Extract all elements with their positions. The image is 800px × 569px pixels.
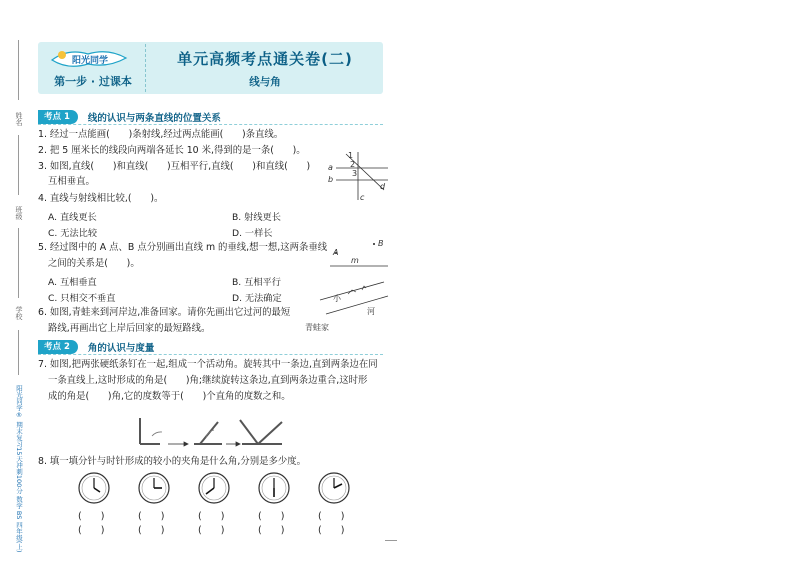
question-7-line1: 7. 如图,把两张硬纸条钉在一起,组成一个活动角。旋转其中一条边,直到两条边在同 <box>38 359 378 370</box>
question-7-line3: 成的角是( )角,它的度数等于( )个直角的度数之和。 <box>48 391 291 402</box>
answer-blank[interactable]: ( ) <box>78 525 105 536</box>
clock-icon <box>319 473 349 503</box>
school-label: 学校 <box>15 306 23 320</box>
section-underline <box>38 354 383 355</box>
q4-option-c: C. 无法比较 <box>48 228 98 239</box>
q5-option-b: B. 互相平行 <box>232 277 281 288</box>
question-5-line2: 之间的关系是( )。 <box>48 258 140 269</box>
clock-icon <box>139 473 169 503</box>
question-5-line1: 5. 经过图中的 A 点、B 点分别画出直线 m 的垂线,想一想,这两条垂线 <box>38 242 328 253</box>
question-8: 8. 填一填分针与时针形成的较小的夹角是什么角,分别是多少度。 <box>38 456 307 467</box>
step-label: 第一步 · 过课本 <box>54 75 132 88</box>
rotating-angle-figure <box>132 412 302 452</box>
clock-icon <box>259 473 289 503</box>
river-label-1: 小 <box>333 294 341 303</box>
page-title: 单元高频考点通关卷(二) <box>177 50 353 68</box>
answer-blank[interactable]: ( ) <box>258 525 285 536</box>
river-label-2: 河 <box>367 307 375 316</box>
frog-home-label: 青蛙家 <box>305 323 329 332</box>
question-6-line2: 路线,再画出它上岸后回家的最短路线。 <box>48 323 211 334</box>
clock-icon <box>199 473 229 503</box>
answer-blank[interactable]: ( ) <box>78 511 105 522</box>
point-a-label: A <box>333 248 339 257</box>
figure-label-2: 2 <box>350 160 356 169</box>
page-subtitle: 线与角 <box>249 76 281 88</box>
section-title: 角的认识与度量 <box>87 343 155 354</box>
section-underline <box>38 124 383 125</box>
q4-option-b: B. 射线更长 <box>232 212 281 223</box>
margin-line <box>18 330 19 375</box>
question-4: 4. 直线与射线相比较,( )。 <box>38 193 164 204</box>
line-m-label: m <box>351 256 359 265</box>
margin-line <box>18 228 19 298</box>
binding-margin <box>0 0 28 569</box>
answer-blank[interactable]: ( ) <box>138 511 165 522</box>
figure-label-1: 1 <box>348 151 354 160</box>
answer-blank[interactable]: ( ) <box>258 511 285 522</box>
question-2: 2. 把 5 厘米长的线段向两端各延长 10 米,得到的是一条( )。 <box>38 145 306 156</box>
class-label: 班级 <box>15 206 23 220</box>
answer-blank[interactable]: ( ) <box>318 511 345 522</box>
question-3-line1: 3. 如图,直线( )和直线( )互相平行,直线( )和直线( ) <box>38 161 311 172</box>
figure-label-b: b <box>328 175 334 184</box>
question-7-line2: 一条直线上,这时形成的角是( )角;继续旋转这条边,直到两条边重合,这时形 <box>48 375 368 386</box>
section-tag: 考点 1 <box>38 110 78 124</box>
answer-blank[interactable]: ( ) <box>198 525 225 536</box>
answer-blank[interactable]: ( ) <box>318 525 345 536</box>
page-footer-mark <box>385 540 397 541</box>
margin-line <box>18 40 19 100</box>
q4-option-a: A. 直线更长 <box>48 212 97 223</box>
figure-label-a: a <box>328 163 333 172</box>
answer-blank[interactable]: ( ) <box>198 511 225 522</box>
logo-text: 阳光同学 <box>72 56 109 66</box>
clock-row <box>70 470 370 506</box>
figure-label-3: 3 <box>352 169 358 178</box>
figure-label-c: c <box>360 193 365 202</box>
question-3-line2: 互相垂直。 <box>48 176 95 187</box>
section-header-1 <box>38 110 221 124</box>
brand-logo <box>48 46 130 70</box>
section-tag: 考点 2 <box>38 340 78 354</box>
side-brand-text: 阳光同学® 期末复习15天冲刺100分 数学 BS 四年级(上) <box>15 385 23 553</box>
margin-line <box>18 135 19 195</box>
question-6-line1: 6. 如图,青蛙来到河岸边,准备回家。请你先画出它过河的最短 <box>38 307 291 318</box>
name-label: 姓名 <box>15 112 23 126</box>
section-header-2 <box>38 340 154 354</box>
lines-figure <box>328 150 390 204</box>
answer-blank[interactable]: ( ) <box>138 525 165 536</box>
q5-option-d: D. 无法确定 <box>232 293 282 304</box>
river-figure <box>318 278 390 318</box>
sun-icon <box>58 51 66 59</box>
question-1: 1. 经过一点能画( )条射线,经过两点能画( )条直线。 <box>38 129 284 140</box>
section-title: 线的认识与两条直线的位置关系 <box>87 113 221 124</box>
point-b-label: B <box>378 239 384 248</box>
q5-option-a: A. 互相垂直 <box>48 277 97 288</box>
q5-option-c: C. 只相交不垂直 <box>48 293 116 304</box>
clock-icon <box>79 473 109 503</box>
q4-option-d: D. 一样长 <box>232 228 273 239</box>
figure-label-d: d <box>380 182 386 191</box>
header-divider <box>145 44 146 92</box>
